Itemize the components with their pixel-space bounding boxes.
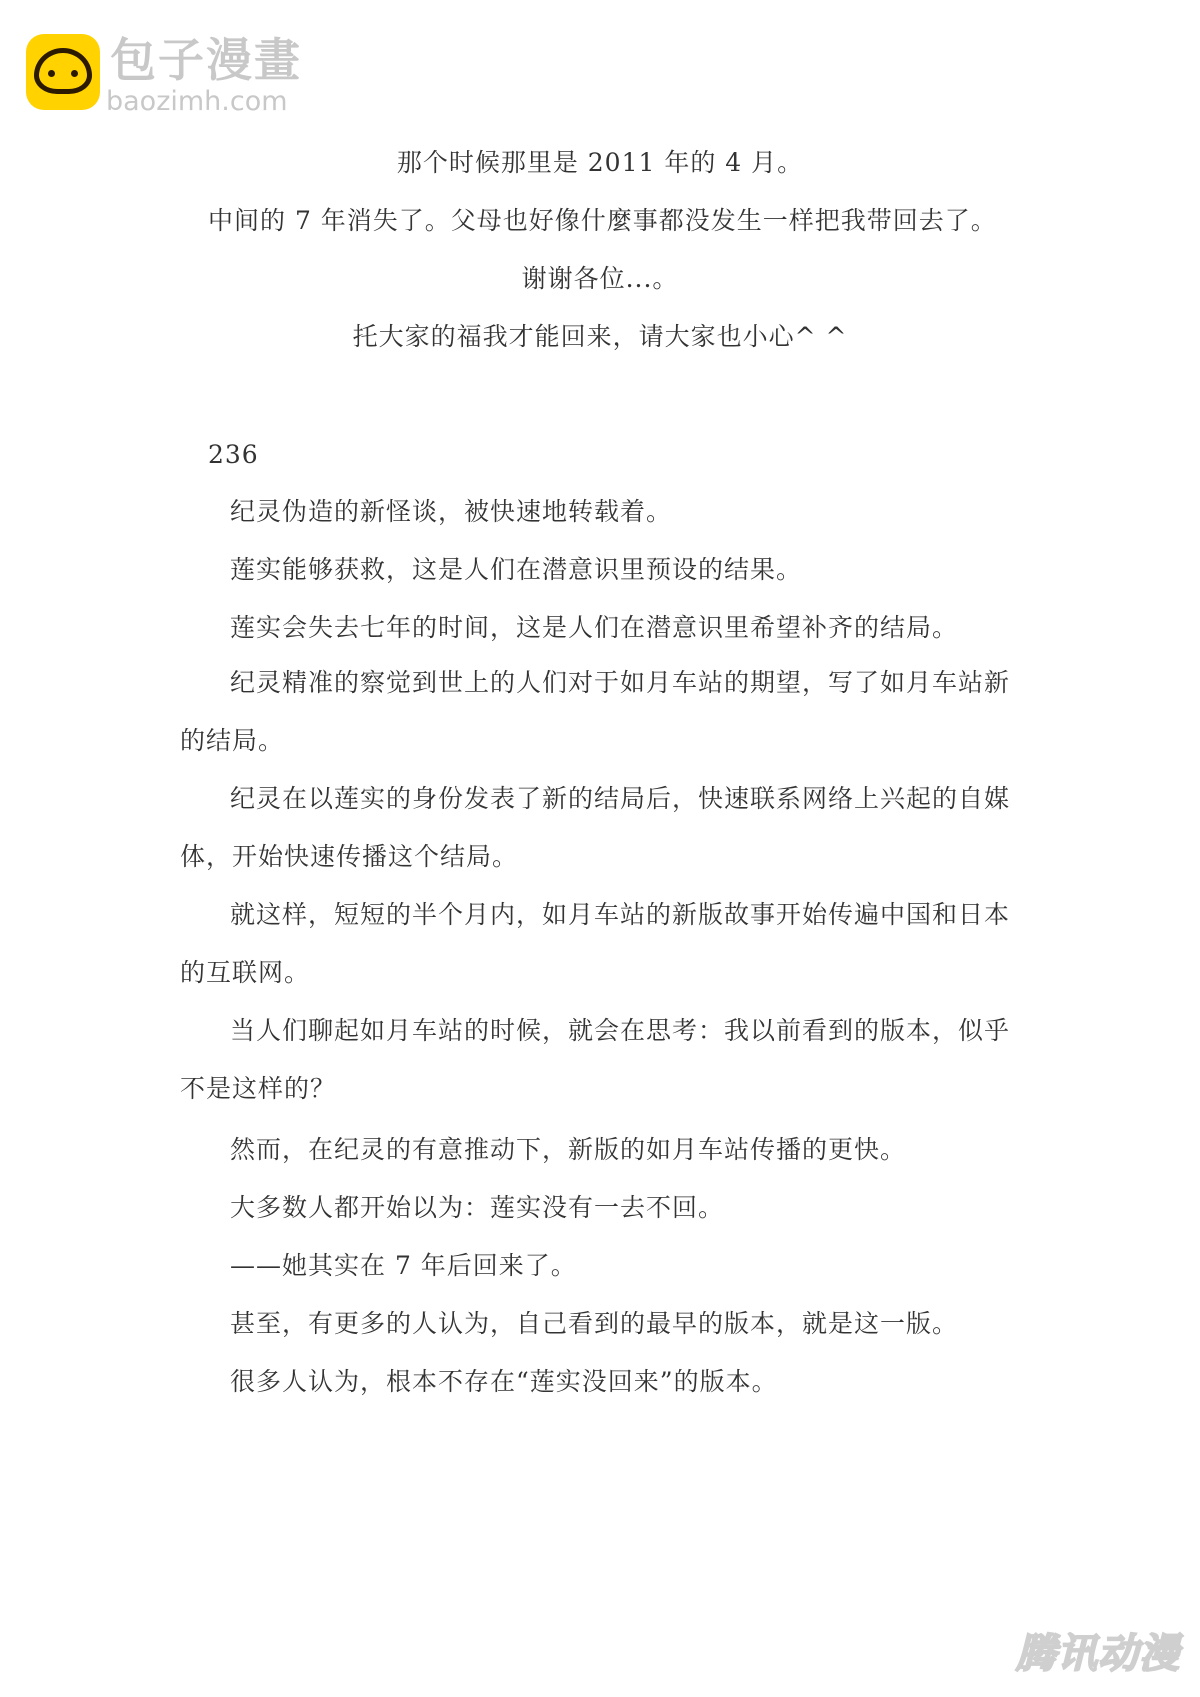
chapter-number: 236: [208, 440, 259, 469]
intro-line: 中间的 7 年消失了。父母也好像什麼事都没发生一样把我带回去了。: [208, 206, 997, 235]
bun-mascot-icon: [26, 34, 100, 110]
paragraph: 甚至，有更多的人认为，自己看到的最早的版本，就是这一版。: [230, 1309, 959, 1338]
paragraph: 莲实会失去七年的时间，这是人们在潜意识里希望补齐的结局。: [230, 613, 959, 642]
paragraph: 纪灵伪造的新怪谈，被快速地转载着。: [230, 497, 673, 526]
logo-text-cn: 包子漫畫: [110, 33, 302, 87]
paragraph: 就这样，短短的半个月内，如月车站的新版故事开始传遍中国和日本的互联网。: [180, 900, 1011, 987]
paragraph: 然而，在纪灵的有意推动下，新版的如月车站传播的更快。: [230, 1135, 907, 1164]
logo-domain: baozimh.com: [106, 86, 288, 117]
paragraph: ——她其实在 7 年后回来了。: [230, 1251, 577, 1280]
paragraph: 当人们聊起如月车站的时候，就会在思考：我以前看到的版本，似乎不是这样的？: [180, 1016, 1011, 1103]
site-logo: [26, 32, 326, 122]
paragraph: 大多数人都开始以为：莲实没有一去不回。: [230, 1193, 725, 1222]
intro-line: 那个时候那里是 2011 年的 4 月。: [396, 148, 804, 177]
paragraph: 纪灵在以莲实的身份发表了新的结局后，快速联系网络上兴起的自媒体，开始快速传播这个结局。: [180, 784, 1011, 871]
paragraph: 很多人认为，根本不存在“莲实没回来”的版本。: [230, 1367, 778, 1396]
paragraph: 纪灵精准的察觉到世上的人们对于如月车站的期望，写了如月车站新的结局。: [180, 668, 1011, 755]
paragraph: 莲实能够获救，这是人们在潜意识里预设的结果。: [230, 555, 803, 584]
intro-line: 托大家的福我才能回来，请大家也小心^ ^: [352, 322, 848, 351]
intro-line: 谢谢各位...。: [521, 264, 679, 293]
watermark-logo: 腾讯动漫: [1016, 1631, 1180, 1677]
